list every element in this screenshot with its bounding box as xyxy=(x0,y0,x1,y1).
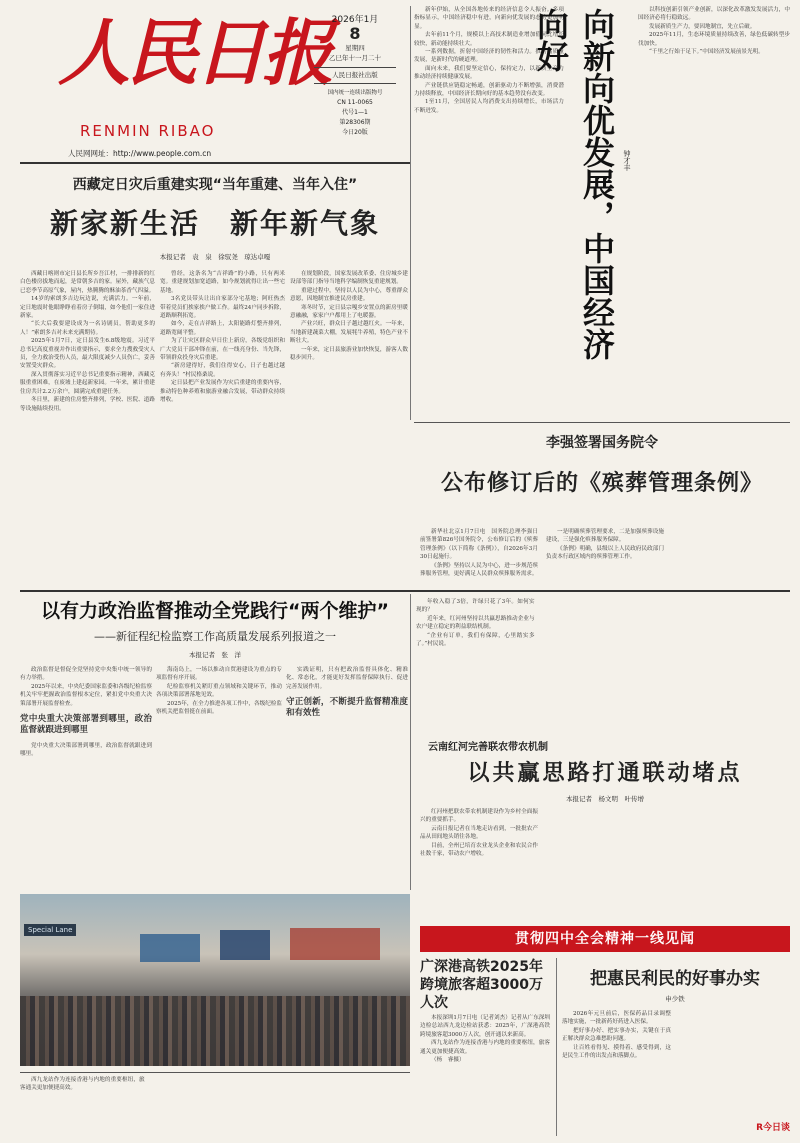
yunnan-paragraph: “企业有订单，我们有保障，心里踏实多了。”村民说。 xyxy=(416,632,535,648)
lead-paragraph: 为了让灾区群众早日住上新房，各级党组织和广大党员干部冲锋在前，在一线亮身份、当先锋，带领群众投身灾后重建。 xyxy=(160,338,285,362)
supervision-body-col-1 xyxy=(20,666,152,888)
supervision-subhead-b: 守正创新，不断提升监督精准度和有效性 xyxy=(286,697,408,719)
page-count: 今日20版 xyxy=(342,129,368,136)
supervision-headline: 以有力政治监督推动全党践行“两个维护” xyxy=(41,600,389,622)
people-author: 申少铁 xyxy=(665,995,685,1003)
lead-paragraph: 西藏日喀则市定日县长所乡吾江村，一排排新的红白色楼房拔地而起，是常朝多吉的家。屋外，藏族气息已恋季节高原气象，屋内，热腾腾的酥油茶香气四溢。 xyxy=(20,271,155,294)
supervision-paragraph: 实践证明，只有把政治监督具体化、精准化、常态化，才能更好发挥监督保障执行、促进完善发展作用。 xyxy=(286,667,408,690)
economy-paragraph: 发展新质生产力，要因地制宜，先立后破。 xyxy=(649,23,756,30)
lead-paragraph: 2025年1月7日，定日县发生6.8级地震。习近平总书记高度重视并作出重要指示，要求全力搜救受灾人员，全力救治受伤人员，最大限度减少人员伤亡，妥善安置受灾群众。 xyxy=(20,338,155,370)
hsr-paragraph: （杨 睿摄） xyxy=(431,1057,465,1064)
date-year-month: 2026年1月 xyxy=(331,15,379,25)
economy-body-col-2 xyxy=(638,6,790,418)
today-talk-tag: R今日谈 xyxy=(756,1123,790,1133)
serial-line: 国内统一连续出版物号 xyxy=(327,90,383,96)
supervision-subhead-a: 党中央重大决策部署到哪里，政治监督就跟进到哪里 xyxy=(20,714,152,736)
lead-kicker: 西藏定日灾后重建实现“当年重建、当年入住” xyxy=(72,177,358,193)
funeral-paragraph: 一是明确殡葬管理要求，二是加强殡葬设施建设，三是强化殡葬服务保障。 xyxy=(546,529,664,544)
website-line: 人民网网址：http://www.people.com.cn xyxy=(68,149,212,158)
people-headline: 把惠民利民的好事办实 xyxy=(590,969,760,989)
date-box xyxy=(310,6,400,156)
supervision-body-col-3 xyxy=(286,666,408,888)
economy-author: 钟才丰 xyxy=(623,150,631,171)
yunnan-paragraph: 红河州把联农带农机制建设作为乡村全面振兴的重要抓手。 xyxy=(420,809,538,824)
supervision-paragraph: 党中央重大决策部署到哪里，政治监督就跟进到哪里。 xyxy=(20,743,152,758)
weekday: 星期四 xyxy=(345,44,365,52)
yunnan-kicker: 云南红河完善联农带农机制 xyxy=(428,742,548,753)
hsr-paragraph: 西九龙站作为连接香港与内地的重要枢纽，旅客通关更加便捷高效。 xyxy=(420,1040,550,1055)
funeral-kicker: 李强签署国务院令 xyxy=(546,435,658,451)
yunnan-paragraph: 近年来，红河州坚持以共赢思路推动企业与农户建立稳定的利益联结机制。 xyxy=(416,615,535,631)
yunnan-paragraph: 云南日报记者在当地走访看到，一批批农产品从田间地头销往各地。 xyxy=(420,825,538,841)
publisher-label: 人民日报社出版 xyxy=(332,71,378,79)
newspaper-pinyin: RENMIN RIBAO xyxy=(80,122,216,140)
yunnan-paragraph: 目前，全州已培育农业龙头企业和农民合作社数千家，带动农户增收。 xyxy=(420,842,538,858)
yunnan-body xyxy=(420,808,790,922)
lead-story-body-col-3 xyxy=(290,270,408,586)
funeral-paragraph: 《条例》坚持以人民为中心，进一步规范殡葬服务管理，更好满足人民群众殡葬服务需求。 xyxy=(420,562,538,578)
lead-paragraph: 寒冬时节，定日县宗嘎乡安置点的新房里暖意融融，家家户户都用上了电暖器。 xyxy=(290,304,408,320)
lead-paragraph: 3名党员带头让出自家部分宅基地；阿旺热杰带着党员们挨家挨户做工作。最终24户同步拆除，道路顺利拓宽。 xyxy=(160,296,285,320)
photo-sign: Special Lane xyxy=(24,924,76,936)
supervision-paragraph: 2025年，在全力推进各项工作中，各级纪检监察机关把监督挺在前面。 xyxy=(156,700,282,716)
newspaper-logo: 人民日报 xyxy=(58,10,331,95)
funeral-paragraph: 《条例》明确，县级以上人民政府民政部门负责本行政区域内的殡葬管理工作。 xyxy=(546,545,664,561)
economy-paragraph: 去年前11个月，规模以上高技术制造业增加值同比增长较快，新动能持续壮大。 xyxy=(414,32,564,47)
economy-paragraph: “千里之行始于足下。”中国经济发展前景光明。 xyxy=(649,49,764,56)
supervision-paragraph: 纪检监察机关紧盯重点领域和关键环节，推动各项决策部署落地见效。 xyxy=(156,683,282,699)
economy-paragraph: 2025年11月，生态环境质量持续改善，绿色低碳转型步伐加快。 xyxy=(638,32,790,47)
economy-paragraph: 产业链供应链稳定畅通，创新驱动力不断增强，消费潜力持续释放，中国经济长期向好的基本趋势没有改变。 xyxy=(414,82,564,98)
lead-story-body-col-1 xyxy=(20,270,155,586)
station-photo xyxy=(20,894,410,1066)
hsr-paragraph: 西九龙站作为连接香港与内地的重要枢纽，旅客通关更加便捷高效。 xyxy=(20,1077,145,1092)
economy-commentary-title: 向新向优发展，中国经济向好 xyxy=(532,8,616,360)
economy-paragraph: 1至11月，全国居民人均消费支出持续增长，市场活力不断迸发。 xyxy=(414,99,564,114)
lead-paragraph: “新房建得好，我们住得安心，日子也越过越有奔头！”村民格桑说。 xyxy=(160,363,285,378)
hsr-body xyxy=(420,1014,550,1136)
supervision-byline: 本报记者 张 洋 xyxy=(189,651,241,659)
lead-paragraph: 产业兴旺，群众日子越过越红火。一年来，当地新建蔬菜大棚，发展牦牛养殖，特色产业不断壮大。 xyxy=(290,321,408,345)
lead-story-body-col-2 xyxy=(160,270,285,586)
lead-byline: 本报记者 袁 泉 徐驭尧 琼达卓嘎 xyxy=(159,253,271,261)
supervision-paragraph: 政治监督是督促全党坚持党中央集中统一领导的有力举措。 xyxy=(20,667,152,682)
yunnan-headline: 以共赢思路打通联动堵点 xyxy=(467,760,743,786)
supervision-paragraph: 2025年以来，中央纪委国家监委和各级纪检监察机关牢牢把握政治监督根本定位，紧扣党中央重大决策部署开展监督检查。 xyxy=(20,683,152,707)
lead-headline: 新家新生活 新年新气象 xyxy=(49,207,380,240)
lead-paragraph: 深入贯彻落实习近平总书记重要指示精神，西藏克服重重困难，在废墟上建起新家园。一年来，累计重建住房共计2.2万余户，圆满完成重建任务。 xyxy=(20,371,155,395)
funeral-story-body xyxy=(420,528,790,586)
lead-paragraph: 在规划阶段，国家发展改革委、住房城乡建设部等部门指导当地科学编制恢复重建规划。 xyxy=(290,271,408,286)
people-paragraph: 2026年元旦前后，医保药品目录调整落地实施，一批新药好药进入医保。 xyxy=(562,1011,671,1026)
economy-paragraph: 一系列数据，折射中国经济的韧性和活力。推动高质量发展，是新时代的硬道理。 xyxy=(414,49,564,64)
economy-paragraph: 新年伊始，从全国各地传来的经济信息令人振奋。多项指标显示，中国经济稳中有进，向新向优发展的态势更加明显。 xyxy=(414,7,564,30)
funeral-story-header xyxy=(414,428,790,524)
supervision-subhead: ——新征程纪检监察工作高质量发展系列报道之一 xyxy=(94,630,336,643)
yunnan-paragraph: 年收入稳了3倍，许绿只花了3年。如何实现的？ xyxy=(416,599,535,614)
hsr-paragraph: 本报深圳1月7日电（记者刘杰）记者从广东深圳边检总站西九龙边检站获悉：2025年，广深港高铁跨境旅客超3000万人次，创开通以来新高。 xyxy=(420,1015,550,1038)
people-paragraph: 把好事办好、把实事办实，关键在于真正解决群众急难愁盼问题。 xyxy=(562,1027,671,1043)
lead-paragraph: 曾经，这条名为“吉祥路”的小路，只有两米宽。重建规划加宽道路，如今规划就得让出一些宅基地。 xyxy=(160,271,285,294)
supervision-paragraph: 海南岛上，一场以推动自贸港建设为重点的专项监督有序开展。 xyxy=(156,667,282,682)
lead-paragraph: 重建过程中，坚持以人民为中心，尊重群众意愿，因地制宜推进民房重建。 xyxy=(290,287,408,303)
lead-paragraph: 冬日里，新建的住房整齐排列，学校、医院、道路等设施陆续投用。 xyxy=(20,397,155,412)
lead-paragraph: 如今，走在吉祥路上，太阳能路灯整齐排列，道路宽阔平整。 xyxy=(160,321,285,336)
cn-code: CN 11-0065 xyxy=(337,99,373,106)
economy-paragraph: 以科技创新引领产业创新，以深化改革激发发展活力，中国经济必将行稳致远。 xyxy=(638,7,790,22)
people-body xyxy=(562,1010,788,1122)
issue-number: 第28306期 xyxy=(339,119,371,126)
economy-paragraph: 面向未来，我们要坚定信心，保持定力，以新质生产力推动经济持续健康发展。 xyxy=(414,65,564,81)
yunnan-byline: 本报记者 杨文明 叶传增 xyxy=(566,795,644,803)
funeral-paragraph: 新华社北京1月7日电 国务院总理李强日前签署第826号国务院令，公布修订后的《殡葬管理条例》（以下简称《条例》），自2026年3月30日起施行。 xyxy=(420,529,538,561)
supervision-body-col-2 xyxy=(156,666,282,888)
lead-paragraph: 一年来，定日县旅游业加快恢复，游客人数稳步回升。 xyxy=(290,346,408,362)
lead-paragraph: 14岁的索朗多吉边玩边说，充满活力。一年前，定日地震时他眼睁睁看着房子倒塌，如今他们一家住进新家。 xyxy=(20,296,155,320)
yunnan-intro-body xyxy=(416,598,788,660)
post-code: 代号1—1 xyxy=(342,109,368,116)
lead-paragraph: “长大后我要建设成为一名诗剧员，帮助更多的人！”索朗多吉对未来充满期待。 xyxy=(20,321,155,336)
station-photo-caption xyxy=(20,1076,410,1136)
hsr-headline: 广深港高铁2025年跨境旅客超3000万人次 xyxy=(420,959,543,1011)
date-day: 8 xyxy=(349,24,361,43)
lunar-date: 乙巳年十一月二十 xyxy=(329,54,381,62)
funeral-headline: 公布修订后的《殡葬管理条例》 xyxy=(440,470,763,496)
lead-paragraph: 定日县把产业发展作为灾后重建的重要内容，推动特色种养殖和旅游业融合发展，带动群众持续增收。 xyxy=(160,380,285,404)
plenum-banner: 贯彻四中全会精神一线见闻 xyxy=(420,926,790,952)
people-paragraph: 让百姓看得见、摸得着、感受得到，这是民生工作的出发点和落脚点。 xyxy=(562,1044,671,1060)
